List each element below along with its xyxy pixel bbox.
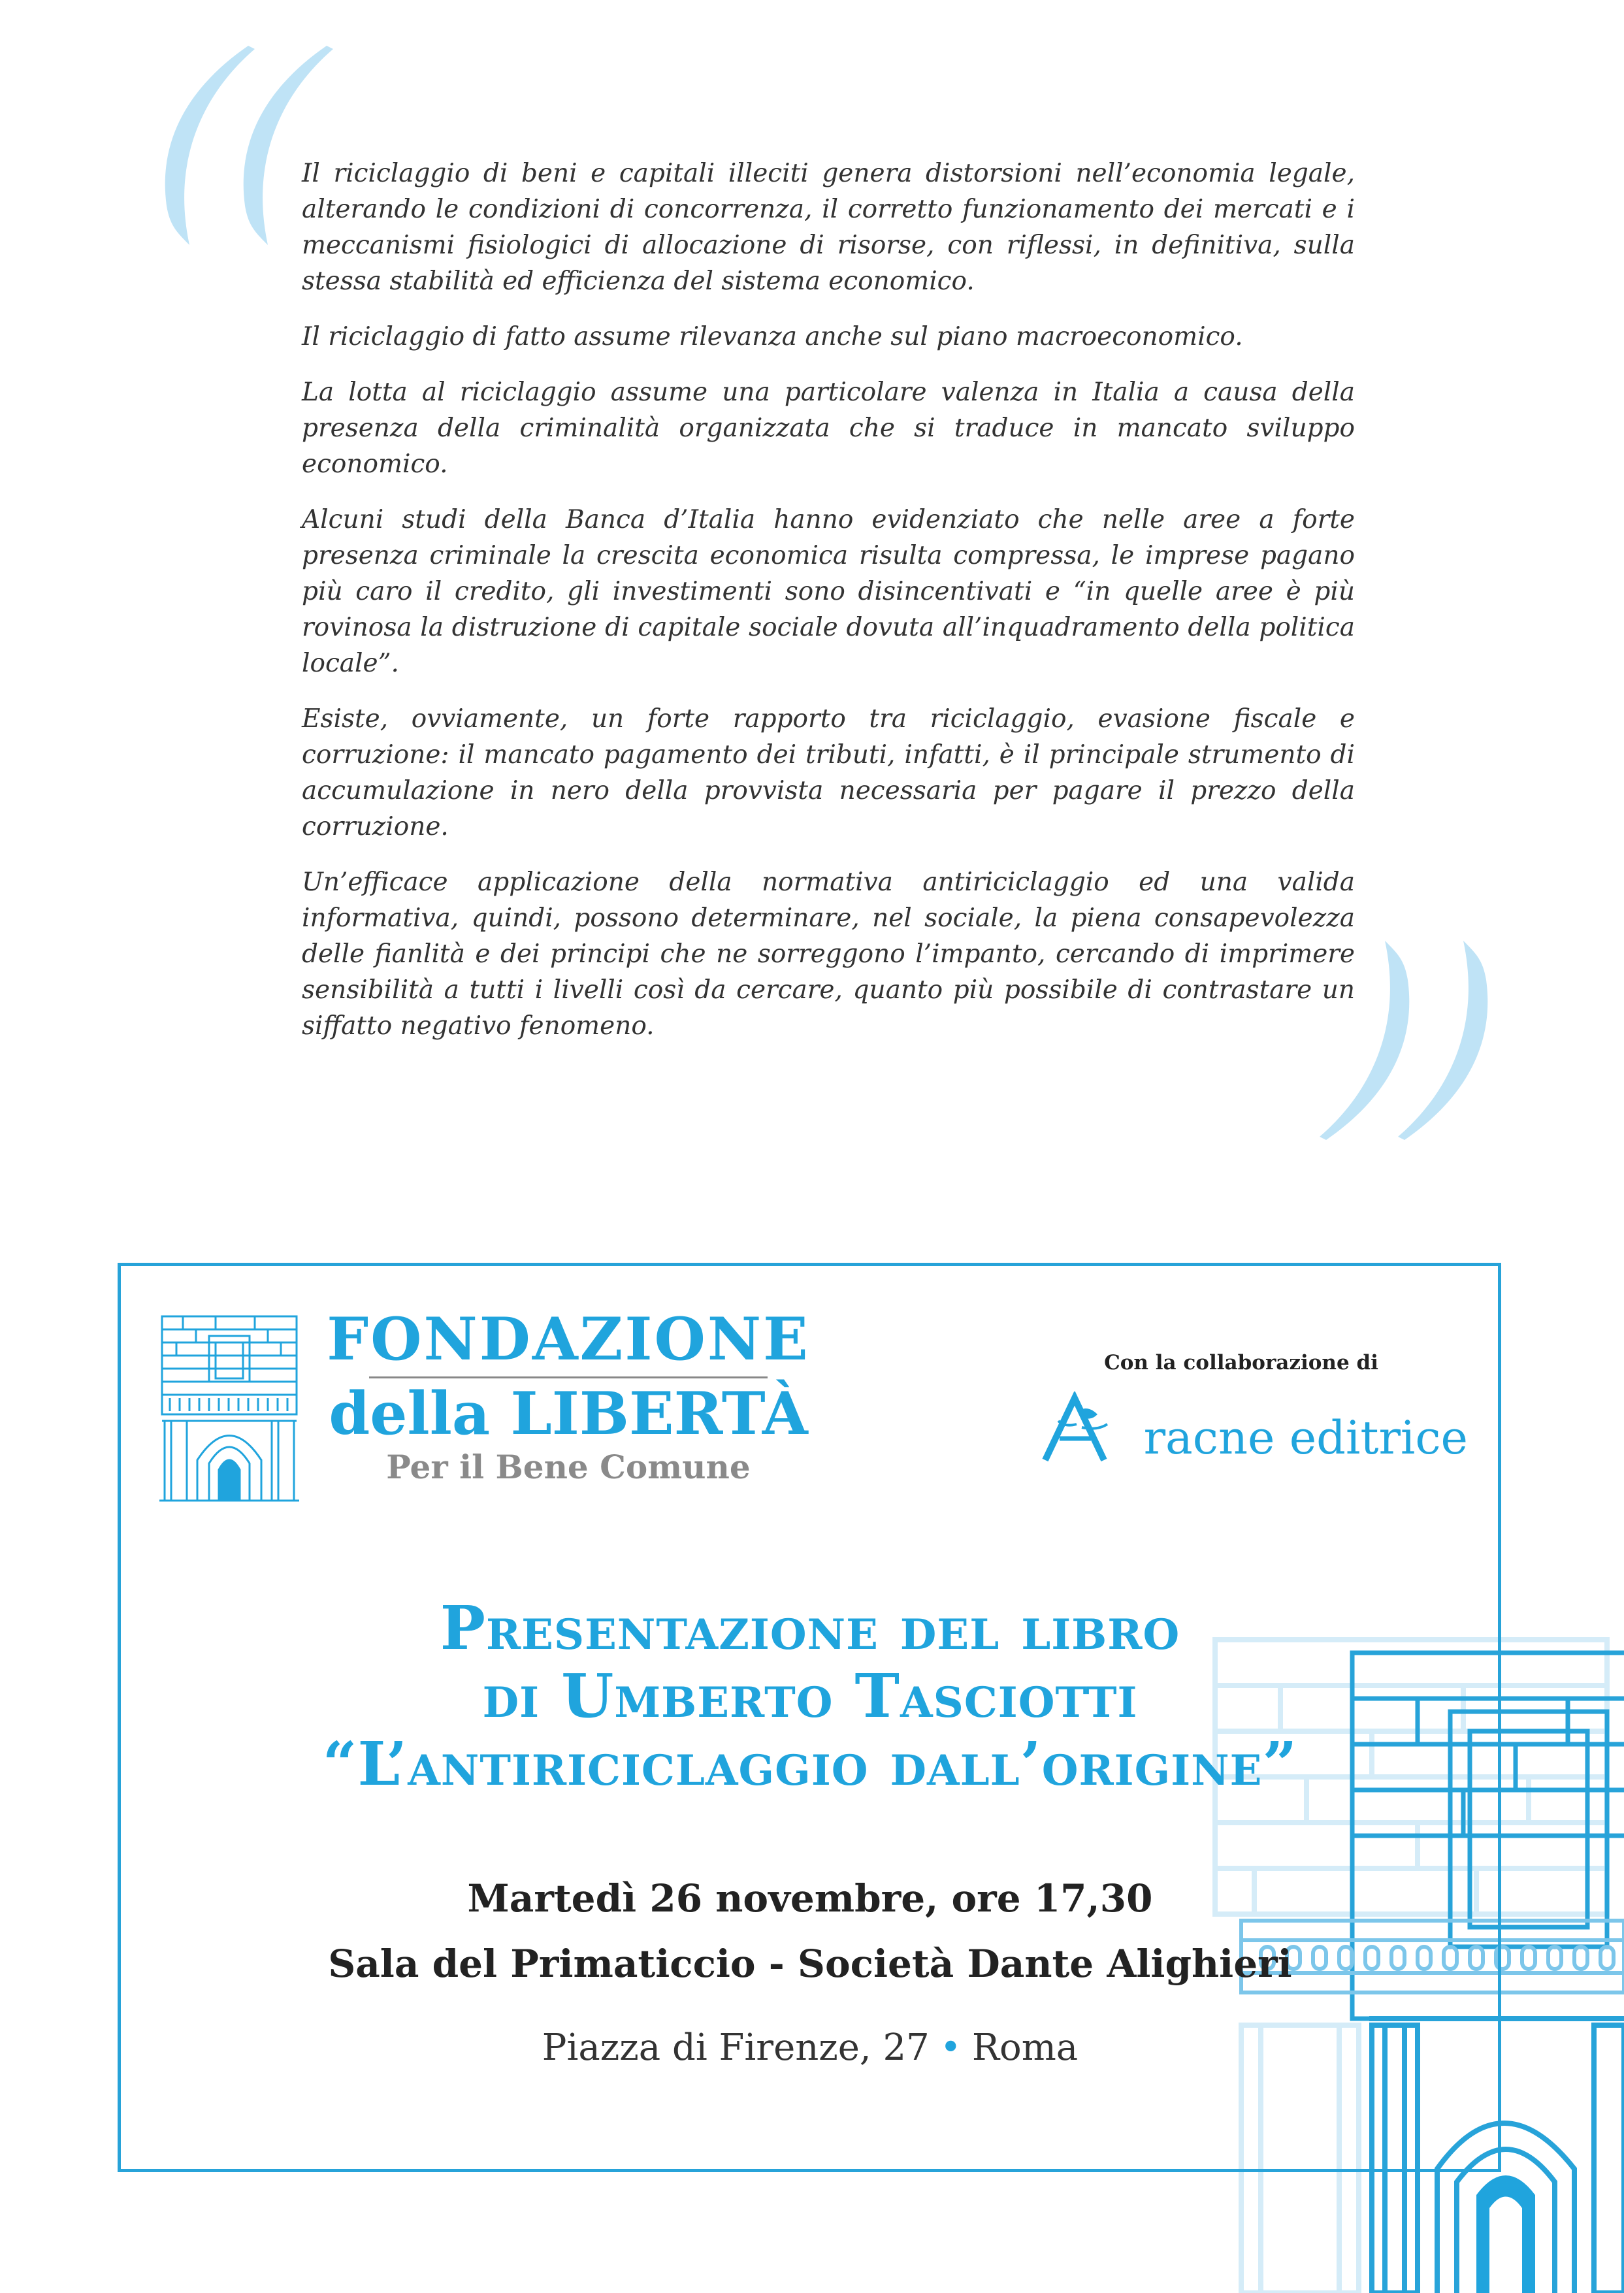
foundation-divider — [369, 1376, 768, 1378]
quote-paragraph: Il riciclaggio di beni e capitali illeciti genera distorsioni nell’economia legale, alterando le condizioni di concorrenza, il corretto funzionamento dei mercati e i meccanismi fisiologici di allocazione di risorse, con riflessi, in definitiva, sulla stessa stabilità ed efficienza del sistema economico. — [302, 159, 1355, 296]
quote-paragraph: Il riciclaggio di fatto assume rilevanza anche sul piano macroeconomico. — [302, 322, 1243, 351]
collaboration-label: Con la collaborazione di — [1104, 1351, 1378, 1374]
event-date: Martedì 26 novembre, ore 17,30 — [467, 1876, 1153, 1921]
event-title-line: “L’antiriciclaggio dall’origine” — [322, 1729, 1298, 1799]
arachne-spider-icon — [1039, 1391, 1117, 1463]
quote-paragraph: Esiste, ovviamente, un forte rapporto tra riciclaggio, evasione fiscale e corruzione: il mancato pagamento dei tributi, infatti, è il principale strumento di accumulazione in nero della provvista necessaria per pagare il prezzo della corruzione. — [302, 704, 1355, 841]
palazzo-facade-icon — [157, 1313, 302, 1503]
quote-paragraph: Un’efficace applicazione della normativa antiriciclaggio ed una valida informativa, quindi, possono determinare, nel sociale, la piena consapevolezza delle fianlità e dei principi che ne sorreggono l’impanto, cercando di imprimere sensibilità a tutti i livelli così da cercare, quanto più possibile di contrastare un siffatto negativo fenomeno. — [302, 868, 1355, 1041]
event-title-line: di Umberto Tasciotti — [482, 1661, 1138, 1731]
event-title — [196, 1594, 1424, 1798]
address-bullet: • — [939, 2026, 962, 2069]
publisher-logo — [1032, 1385, 1468, 1465]
quote-paragraph: Alcuni studi della Banca d’Italia hanno evidenziato che nelle aree a forte presenza criminale la crescita economica risulta compressa, le imprese pagano più caro il credito, gli investimenti sono disincentivati e “in quelle aree è più rovinosa la distruzione di capitale sociale dovuta all’inquadramento della politica locale”. — [302, 505, 1355, 678]
event-title-line: Presentazione del libro — [440, 1593, 1180, 1663]
publisher-name-rest: racne editrice — [1143, 1411, 1468, 1465]
quote-text-block — [302, 155, 1355, 1064]
foundation-name-line2: della LIBERTÀ — [329, 1379, 808, 1448]
quote-paragraph: La lotta al riciclaggio assume una particolare valenza in Italia a causa della presenza della criminalità organizzata che si traduce in mancato sviluppo economico. — [302, 378, 1355, 479]
event-venue: Sala del Primaticcio - Società Dante Alighieri — [328, 1942, 1292, 1986]
address-street: Piazza di Firenze, 27 — [542, 2026, 930, 2069]
publisher-name — [1111, 1411, 1468, 1465]
address-city: Roma — [971, 2026, 1079, 2069]
publisher-name-initial — [1111, 1411, 1144, 1465]
foundation-logotype — [320, 1303, 817, 1488]
event-address — [196, 2026, 1424, 2069]
foundation-tagline: Per il Bene Comune — [386, 1448, 751, 1486]
foundation-name-line1: FONDAZIONE — [327, 1305, 810, 1374]
